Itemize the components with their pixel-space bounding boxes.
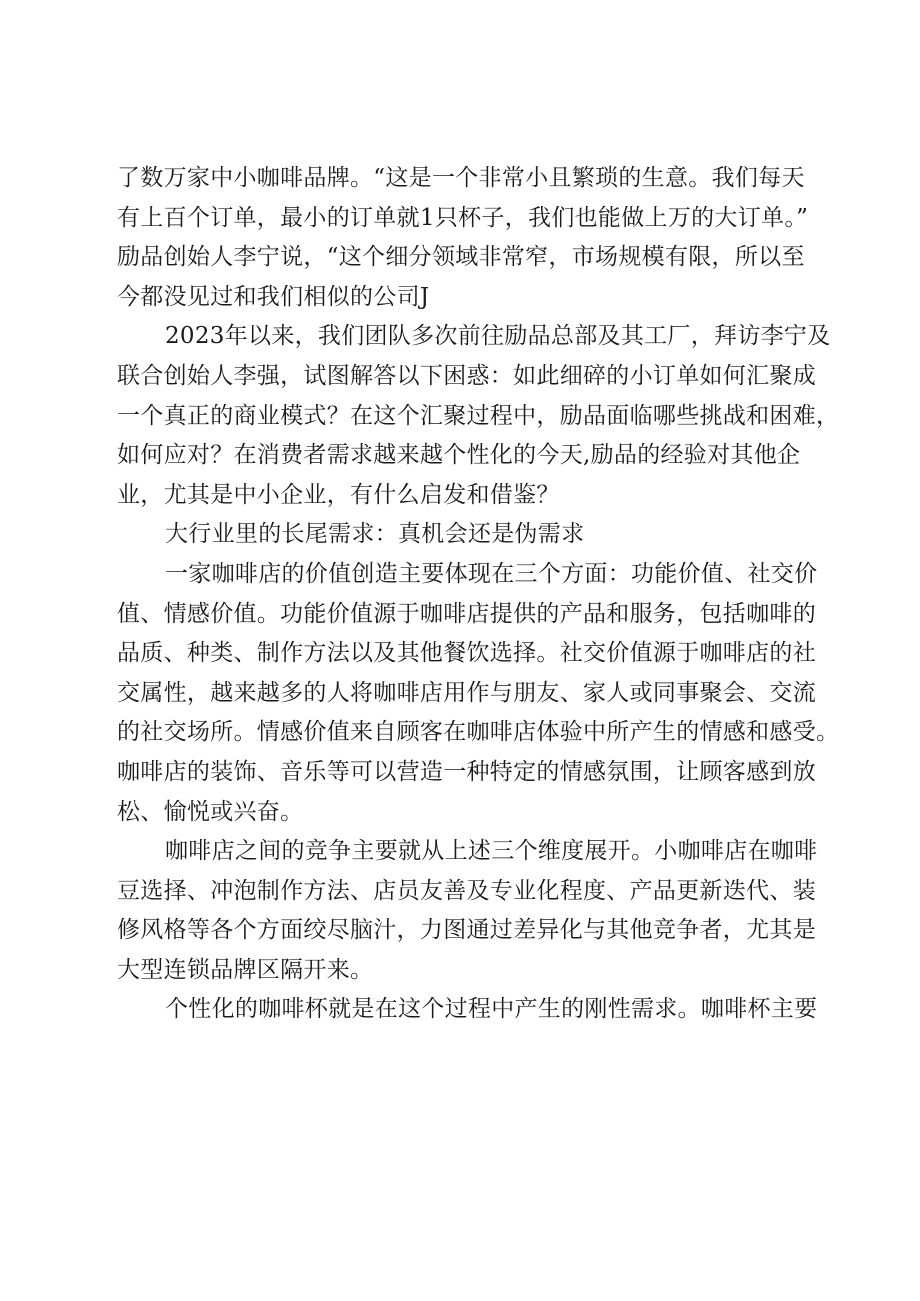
paragraph-first-line: 一家咖啡店的价值创造主要体现在三个方面：功能价值、社交价 (165, 560, 818, 587)
text-line: 联合创始人李强，试图解答以下困惑：如此细碎的小订单如何汇聚成 (117, 362, 816, 389)
paragraph-first-line: 个性化的咖啡杯就是在这个过程中产生的刚性需求。咖啡杯主要 (165, 996, 818, 1023)
paragraph-first-line: 咖啡店之间的竞争主要就从上述三个维度展开。小咖啡店在咖啡 (165, 838, 818, 865)
text-line: 品质、种类、制作方法以及其他餐饮选择。社交价值源于咖啡店的社 (117, 640, 816, 667)
text-line: 励品创始人李宁说，“这个细分领域非常窄，市场规模有限，所以至 (117, 244, 805, 271)
text-line: 豆选择、冲泡制作方法、店员友善及专业化程度、产品更新迭代、装 (117, 877, 816, 904)
section-heading: 大行业里的长尾需求：真机会还是伪需求 (165, 521, 585, 548)
text-line: 大型连锁品牌区隔开来。 (117, 956, 374, 983)
text-line: 今都没见过和我们相似的公司J (117, 283, 430, 310)
text-line: 咖啡店的装饰、音乐等可以营造一种特定的情感氛围，让顾客感到放 (117, 758, 816, 785)
text-line: 如何应对？在消费者需求越来越个性化的今天,励品的经验对其他企 (117, 442, 801, 469)
body-text (117, 159, 840, 1030)
text-line: 了数万家中小咖啡品牌。“这是一个非常小且繁琐的生意。我们每天 (117, 165, 805, 191)
text-line: 业，尤其是中小企业，有什么启发和借鉴？ (117, 481, 560, 508)
text-line: 的社交场所。情感价值来自顾客在咖啡店体验中所产生的情感和感受。 (117, 719, 840, 746)
text-line: 交属性，越来越多的人将咖啡店用作与朋友、家人或同事聚会、交流 (117, 679, 816, 706)
text-line: 值、情感价值。功能价值源于咖啡店提供的产品和服务，包括咖啡的 (117, 600, 816, 627)
text-line: 一个真正的商业模式？在这个汇聚过程中，励品面临哪些挑战和困难， (117, 402, 840, 429)
text-line: 修风格等各个方面绞尽脑汁，力图通过差异化与其他竞争者，尤其是 (117, 917, 816, 944)
text-line: 松、愉悦或兴奋。 (117, 798, 304, 825)
paragraph-first-line: 2023年以来，我们团队多次前往励品总部及其工厂，拜访李宁及 (165, 323, 831, 350)
text-line: 有上百个订单，最小的订单就1只杯子，我们也能做上万的大订单。” (117, 204, 809, 231)
